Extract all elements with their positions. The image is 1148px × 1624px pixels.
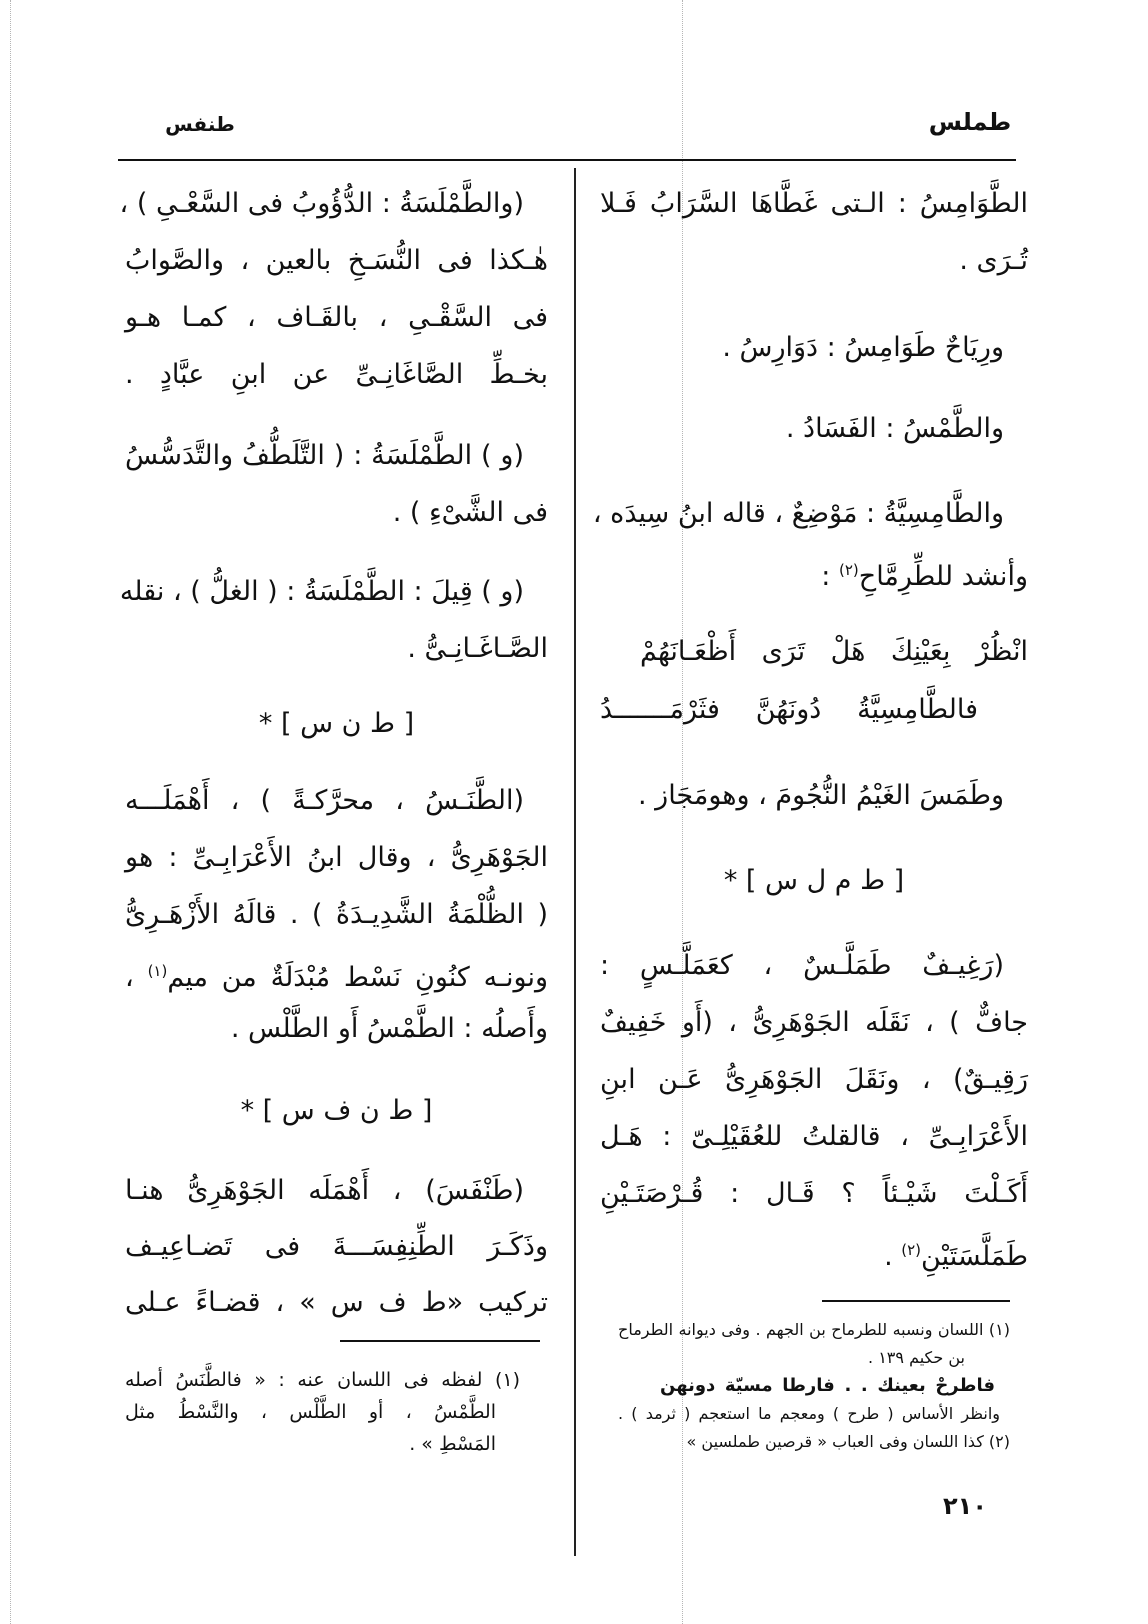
text-line: الطَّوَامِسُ : الـتى غَطَّاهَا السَّرَابُ فَـلا bbox=[600, 188, 1028, 219]
left-column bbox=[119, 175, 549, 1331]
right-footnotes bbox=[600, 1316, 1028, 1456]
text-line: (الطَّنَـسُ ، محرَّكـةً ) ، أَهْمَلَـــه bbox=[125, 785, 524, 816]
footnote-line: (١) لفظه فى اللسان عنه : « فالطَّنَسُ أصله bbox=[125, 1369, 520, 1391]
footnote-line: المَسْطِ » . bbox=[409, 1433, 496, 1455]
header-rule bbox=[118, 159, 1016, 161]
text-line: رَقِيـقٌ) ، ونَقَلَ الجَوْهَرِىُّ عَـن ابنِ bbox=[600, 1064, 1028, 1095]
text-line: بخـطِّ الصَّاغَانِـىِّ عن ابنِ عبَّادٍ . bbox=[125, 359, 548, 390]
text-line: فى الشَّىْءِ ) . bbox=[392, 497, 548, 528]
text-line: (رَغِيـفٌ طَمَلَّـسٌ ، كعَمَلَّـسٍ : bbox=[600, 950, 1004, 981]
text-line: تُـرَى . bbox=[959, 245, 1028, 276]
footnote-verse-line: فاطرحْ بعينك . . فارطا مسيّة دونهن bbox=[660, 1375, 995, 1396]
paragraph bbox=[119, 563, 548, 677]
entry-heading: [ ط ن ف س ] * bbox=[240, 1095, 433, 1126]
text-line: وأَصلُه : الطَّمْسُ أَو الطَّلْس . bbox=[230, 1013, 548, 1044]
paragraph bbox=[125, 772, 548, 1057]
text-line bbox=[600, 542, 1028, 599]
paragraph bbox=[600, 400, 1028, 457]
footnote-line: الطَّمْسُ ، أو الطَّلْس ، والنَّسْطُ مثل bbox=[125, 1401, 496, 1423]
line-text: : bbox=[821, 561, 839, 592]
entry-heading: [ ط م ل س ] * bbox=[723, 865, 905, 896]
paragraph bbox=[600, 937, 1028, 1279]
line-text: طَمَلَّسَتَيْنِ bbox=[921, 1241, 1028, 1272]
footnote-rule bbox=[822, 1300, 1010, 1302]
footnote-rule bbox=[340, 1340, 540, 1342]
text-line: أَكَـلْتَ شَيْـئاً ؟ قَـال : قُـرْصَتَـيْنِ bbox=[600, 1178, 1028, 1209]
footnote-marker: (٢) bbox=[901, 1241, 922, 1259]
text-line: جافٌّ ) ، نَقَلَه الجَوْهَرِىُّ ، (أَو خَفِيفٌ bbox=[600, 1007, 1028, 1038]
verse bbox=[600, 623, 1028, 739]
running-head-right: طملس bbox=[928, 108, 1012, 136]
line-text: ، bbox=[125, 962, 148, 993]
text-line: (طَنْفَسَ) ، أَهْمَلَه الجَوْهَرِىُّ هنـا bbox=[125, 1175, 524, 1206]
paragraph bbox=[600, 319, 1028, 376]
text-line: هٰـكذا فى النُّسَـخِ بالعين ، والصَّوابُ bbox=[125, 245, 548, 276]
footnote-line: وانظر الأساس ( طرح ) ومعجم ما استعجم ( ثرمد ) . bbox=[618, 1404, 1000, 1423]
text-line: (و ) الطَّمْلَسَةُ : ( التَّلَطُّفُ والتَّدَسُّسُ bbox=[125, 440, 524, 471]
text-line: الصَّـاغَـانِـىُّ . bbox=[407, 633, 548, 664]
text-line bbox=[125, 943, 548, 1000]
entry-heading: [ ط ن س ] * bbox=[258, 708, 415, 739]
text-line: وطَمَسَ الغَيْمُ النُّجُومَ ، وهومَجَاز . bbox=[638, 780, 1004, 811]
text-line: وذَكَـرَ الطِّنِفِسَـــةَ فى تَضـاعِيـف bbox=[125, 1231, 548, 1262]
paragraph bbox=[600, 767, 1028, 824]
paragraph bbox=[125, 1163, 548, 1331]
paragraph bbox=[119, 175, 548, 403]
verse-line: فالطَّامِسِيَّةُ دُونَهُنَّ فثَرْمَـــــــدُ bbox=[600, 694, 978, 725]
verse-line: انْظُرْ بِعَيْنِكَ هَلْ تَرَى أَظْعَـانَهُمْ bbox=[640, 636, 1028, 667]
text-line bbox=[600, 1222, 1028, 1279]
text-line: (و ) قِيلَ : الطَّمْلَسَةُ : ( الغلُّ ) ، نقله bbox=[119, 576, 524, 607]
text-line: ( الظُّلْمَةُ الشَّدِيـدَةُ ) . قالَهُ الأَزْهَـرِىُّ bbox=[125, 899, 548, 930]
right-column bbox=[592, 175, 1028, 1279]
text-line: الأَعْرَابِـىِّ ، قالقلتُ للعُقَيْلِـىّ : هَـل bbox=[600, 1121, 1028, 1152]
text-line: والطَّمْسُ : الفَسَادُ . bbox=[785, 413, 1004, 444]
footnote-marker: (١) bbox=[147, 962, 168, 980]
footnote-line: (١) اللسان ونسبه للطرماح بن الجهم . وفى ديوانه الطرماح bbox=[618, 1320, 1010, 1339]
footnote-line: بن حكيم ١٣٩ . bbox=[868, 1348, 965, 1367]
footnote-marker: (٢) bbox=[838, 561, 859, 579]
column-divider bbox=[574, 168, 576, 1556]
text-line: ورِيَاحٌ طَوَامِسُ : دَوَارِسُ . bbox=[722, 332, 1004, 363]
text-line: تركيب «ط ف س » ، قضـاءً عـلى bbox=[125, 1287, 548, 1318]
page-number: ٢١٠ bbox=[943, 1492, 987, 1520]
text-line: والطَّامِسِيَّةُ : مَوْضِعٌ ، قاله ابنُ سِيدَه ، bbox=[592, 498, 1004, 529]
paragraph bbox=[592, 485, 1028, 599]
text-line: الجَوْهَرِىُّ ، وقال ابنُ الأَعْرَابِـىِّ : هو bbox=[125, 842, 548, 873]
line-text: ونونـه كنُونِ نَسْط مُبْدَلَةٌ من ميم bbox=[167, 962, 549, 993]
text-line: (والطَّمْلَسَةُ : الدُّؤُوبُ فى السَّعْـىِ ) ، bbox=[119, 188, 524, 219]
paragraph bbox=[125, 427, 548, 541]
left-footnotes bbox=[125, 1364, 548, 1460]
text-line: فى السَّقْـىِ ، بالقَـاف ، كمـا هـو bbox=[125, 302, 548, 333]
running-head-left: طنفس bbox=[165, 112, 235, 136]
footnote-line: (٢) كذا اللسان وفى العباب « قرصين طملسين » bbox=[686, 1432, 1010, 1451]
scan-edge-line bbox=[10, 0, 11, 1624]
line-text: . bbox=[884, 1241, 902, 1272]
line-text: وأنشد للطِّرِمَّاحِ bbox=[858, 561, 1028, 592]
paragraph bbox=[600, 175, 1028, 289]
